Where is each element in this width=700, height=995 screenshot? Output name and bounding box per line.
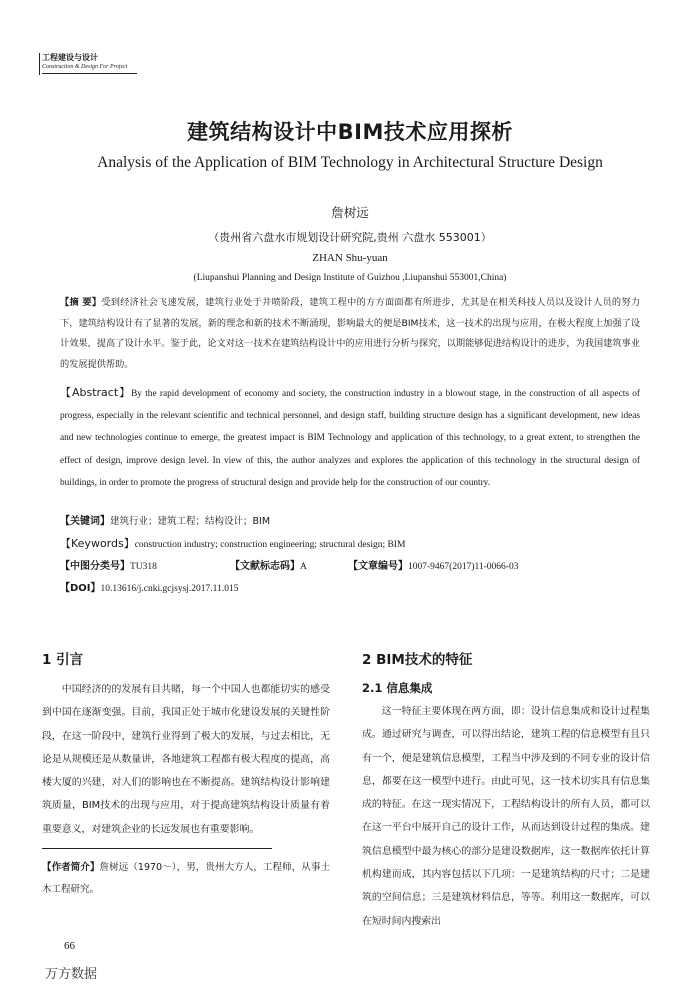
abstract-en — [60, 382, 640, 494]
journal-tag — [42, 52, 137, 74]
keywords-en — [60, 535, 640, 551]
footnote-rule — [42, 848, 272, 849]
keywords-cn-label: 【关键词】 — [60, 516, 110, 527]
section-2-1-heading: 2.1 信息集成 — [362, 681, 433, 695]
journal-name-cn: 工程建设与设计 — [42, 53, 98, 62]
section-2-heading: 2 BIM技术的特征 — [362, 652, 473, 668]
doc-code-group — [230, 557, 307, 572]
author-footnote — [42, 857, 330, 901]
article-no-label: 【文章编号】 — [348, 561, 408, 572]
affiliation-en: (Liupanshui Planning and Design Institute of Guizhou ,Liupanshui 553001,China) — [193, 273, 507, 283]
author-en: ZHAN Shu-yuan — [312, 252, 388, 264]
keywords-cn-text: 建筑行业；建筑工程；结构设计；BIM — [110, 516, 271, 527]
left-column — [42, 648, 330, 841]
clc-value: TU318 — [130, 562, 157, 572]
article-no-value: 1007-9467(2017)11-0066-03 — [408, 562, 519, 572]
keywords-en-text: construction industry; construction engineering; structural design; BIM — [134, 540, 406, 550]
keywords-en-label: 【Keywords】 — [60, 537, 135, 550]
doi-label: 【DOI】 — [60, 583, 101, 594]
affiliation-cn: （贵州省六盘水市规划设计研究院,贵州 六盘水 553001） — [208, 231, 492, 244]
page-number: 66 — [64, 940, 75, 952]
abstract-en-text: By the rapid development of economy and society, the construction industry in a blowout stage, in the construction of all aspects of progress, especially in the relevant scientific and technical personnel, and design staff, building structure design has a significant development, new ideas and new technologies continue to emerge, the greatest impact is BIM Technology and application of this technology, to a great extent, to strengthen the effect of design, improve design level. In view of this, the author analyzes and explores the application of this technology in the structural design of buildings, in order to promote the progress of structural design and provide help for the construction of our country. — [60, 389, 640, 488]
doi-value: 10.13616/j.cnki.gcjsysj.2017.11.015 — [100, 584, 239, 594]
article-no-group — [348, 557, 518, 572]
clc-label: 【中图分类号】 — [60, 561, 130, 572]
footnote-label: 【作者简介】 — [42, 862, 100, 873]
journal-name-en: Construction & Design For Project — [42, 64, 128, 70]
abstract-cn-label: 【摘 要】 — [60, 297, 102, 308]
abstract-cn — [60, 293, 640, 375]
doi-line — [60, 579, 640, 594]
journal-tag-bar — [39, 53, 40, 75]
clc-group — [60, 557, 157, 572]
right-column — [362, 648, 650, 933]
footnote-text: 詹树远（1970～），男，贵州大方人，工程师，从事土木工程研究。 — [42, 862, 330, 895]
abstract-en-label: 【Abstract】 — [60, 386, 132, 399]
title-cn: 建筑结构设计中BIM技术应用探析 — [187, 120, 513, 144]
abstract-cn-text: 受到经济社会飞速发展，建筑行业处于井喷阶段，建筑工程中的方方面面都有所进步，尤其是在相关科技人员以及设计人员的努力下，建筑结构设计有了显著的发展，新的理念和新的技术不断涌现，影响最大的便是BIM技术，这一技术的出现与应用，在极大程度上加强了设计效果，提高了设计水平。鉴于此，论文对这一技术在建筑结构设计中的应用进行分析与探究，以期能够促进结构设计的进步，为我国建筑事业的发展提供帮助。 — [60, 297, 641, 370]
keywords-cn — [60, 512, 640, 527]
watermark: 万方数据 — [45, 967, 98, 982]
doc-code-label: 【文献标志码】 — [230, 561, 300, 572]
journal-tag-underline — [42, 73, 137, 74]
title-en: Analysis of the Application of BIM Technology in Architectural Structure Design — [97, 154, 603, 171]
doc-code-value: A — [300, 562, 307, 572]
author-cn: 詹树远 — [331, 205, 369, 220]
section-2-1-paragraph: 这一特征主要体现在两方面，即：设计信息集成和设计过程集成。通过研究与调查，可以得出结论，建筑工程的信息模型有且只有一个，便是建筑信息模型，工程当中涉及到的不同专业的设计信息，都要在这一模型中进行。由此可见，这一技术切实具有信息集成的特征。在这一现实情况下，工程结构设计的所有人员，都可以在这一平台中展开自己的设计工作，从而达到设计过程的集成。建筑信息模型中最为核心的部分是建设数据库，这一数据库依托计算机构建而成，其内容包括以下几项：一是建筑结构的尺寸；二是建筑的空间信息；三是建筑材料信息，等等。利用这一数据库，可以在短时间内搜索出 — [362, 706, 650, 927]
section-1-heading: 1 引言 — [42, 652, 84, 668]
section-1-paragraph: 中国经济的的发展有目共睹，每一个中国人也都能切实的感受到中国在逐渐变强。目前，我国正处于城市化建设发展的关键性阶段，在这一阶段中，建筑行业得到了极大的发展，与过去相比，无论是从规模还是从数量讲，各地建筑工程都有极大程度的提高，高楼大厦的兴建，对人们的影响也在不断提高。建筑结构设计影响建筑质量，BIM技术的出现与应用，对于提高建筑结构设计质量有着重要意义，对建筑企业的长远发展也有重要影响。 — [42, 684, 330, 835]
